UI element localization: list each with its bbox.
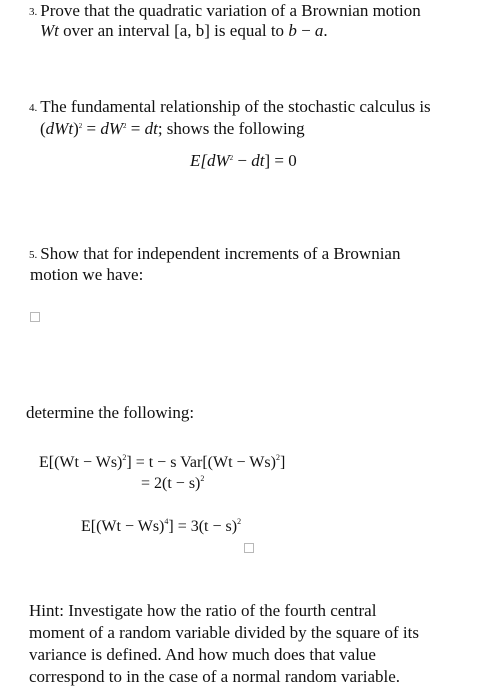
q4-exp1: 2 bbox=[78, 122, 83, 130]
formula1-exp2: 2 bbox=[275, 453, 280, 462]
formula2-exp: 2 bbox=[200, 474, 205, 483]
formula3-part2: ] = 3(t − s) bbox=[168, 518, 238, 535]
q3-minus: − bbox=[296, 21, 315, 40]
q3-text-line2: over an interval [a, b] is equal to bbox=[58, 21, 289, 40]
q4-eq1: = bbox=[82, 119, 101, 138]
q3-b: b bbox=[288, 21, 297, 40]
formula1-part2: ] = t − s Var[(Wt − Ws) bbox=[126, 454, 276, 471]
q5-number: 5. bbox=[29, 249, 38, 261]
formula-line2 bbox=[141, 475, 204, 493]
q3-a: a bbox=[314, 21, 324, 40]
formula1-part3: ] bbox=[279, 454, 286, 471]
formula1-exp: 2 bbox=[122, 453, 127, 462]
q4-expect-exp: 2 bbox=[229, 154, 234, 162]
q4-exp2: 2 bbox=[123, 122, 127, 130]
formula-line1 bbox=[39, 454, 285, 472]
q5-line2: motion we have: bbox=[30, 265, 144, 284]
q4-lhs-open: ( bbox=[40, 119, 46, 138]
determine-text: determine the following: bbox=[26, 403, 195, 422]
q3-line2 bbox=[40, 20, 328, 41]
hint-line2: moment of a random variable divided by the square of its bbox=[29, 623, 419, 642]
q4-expect-minus: − bbox=[233, 151, 252, 170]
q4-line2 bbox=[40, 118, 305, 139]
q4-number: 4. bbox=[29, 102, 38, 114]
q4-tail: ; shows the following bbox=[157, 119, 305, 138]
q4-expect-close: ] = 0 bbox=[264, 151, 297, 170]
q4-expect-dw: dW bbox=[207, 151, 230, 170]
q4-expect-open: E[ bbox=[190, 151, 207, 170]
q4-dw: dW bbox=[100, 119, 123, 138]
q4-dt: dt bbox=[144, 119, 158, 138]
q3-number: 3. bbox=[29, 6, 38, 18]
hint-line1: Hint: Investigate how the ratio of the fourth central bbox=[29, 601, 377, 620]
broken-image-icon bbox=[30, 312, 40, 322]
q4-expect-dt: dt bbox=[251, 151, 265, 170]
hint-line3: variance is defined. And how much does that value bbox=[29, 645, 376, 664]
formula3-part1: E[(Wt − Ws) bbox=[81, 518, 165, 535]
q4-eq2: = bbox=[126, 119, 145, 138]
q5-text-line1: Show that for independent increments of a Brownian bbox=[40, 244, 401, 263]
hint-line4: correspond to in the case of a normal random variable. bbox=[29, 667, 401, 686]
q3-text-line1: Prove that the quadratic variation of a Brownian motion bbox=[40, 1, 421, 20]
q3-dot: . bbox=[323, 21, 328, 40]
formula2-part1: = 2(t − s) bbox=[141, 475, 201, 492]
q4-line1 bbox=[29, 96, 431, 120]
q4-text-line1: The fundamental relationship of the stochastic calculus is bbox=[40, 97, 431, 116]
formula1-part1: E[(Wt − Ws) bbox=[39, 454, 123, 471]
q4-lhs-close: ) bbox=[73, 119, 79, 138]
formula3-exp: 4 bbox=[164, 517, 169, 526]
formula-line3 bbox=[81, 518, 241, 536]
q3-wt: Wt bbox=[40, 21, 59, 40]
broken-image-icon bbox=[244, 543, 254, 553]
formula3-exp2: 2 bbox=[237, 517, 242, 526]
q4-expectation-formula bbox=[190, 150, 297, 171]
q4-lhs-var: dWt bbox=[45, 119, 74, 138]
